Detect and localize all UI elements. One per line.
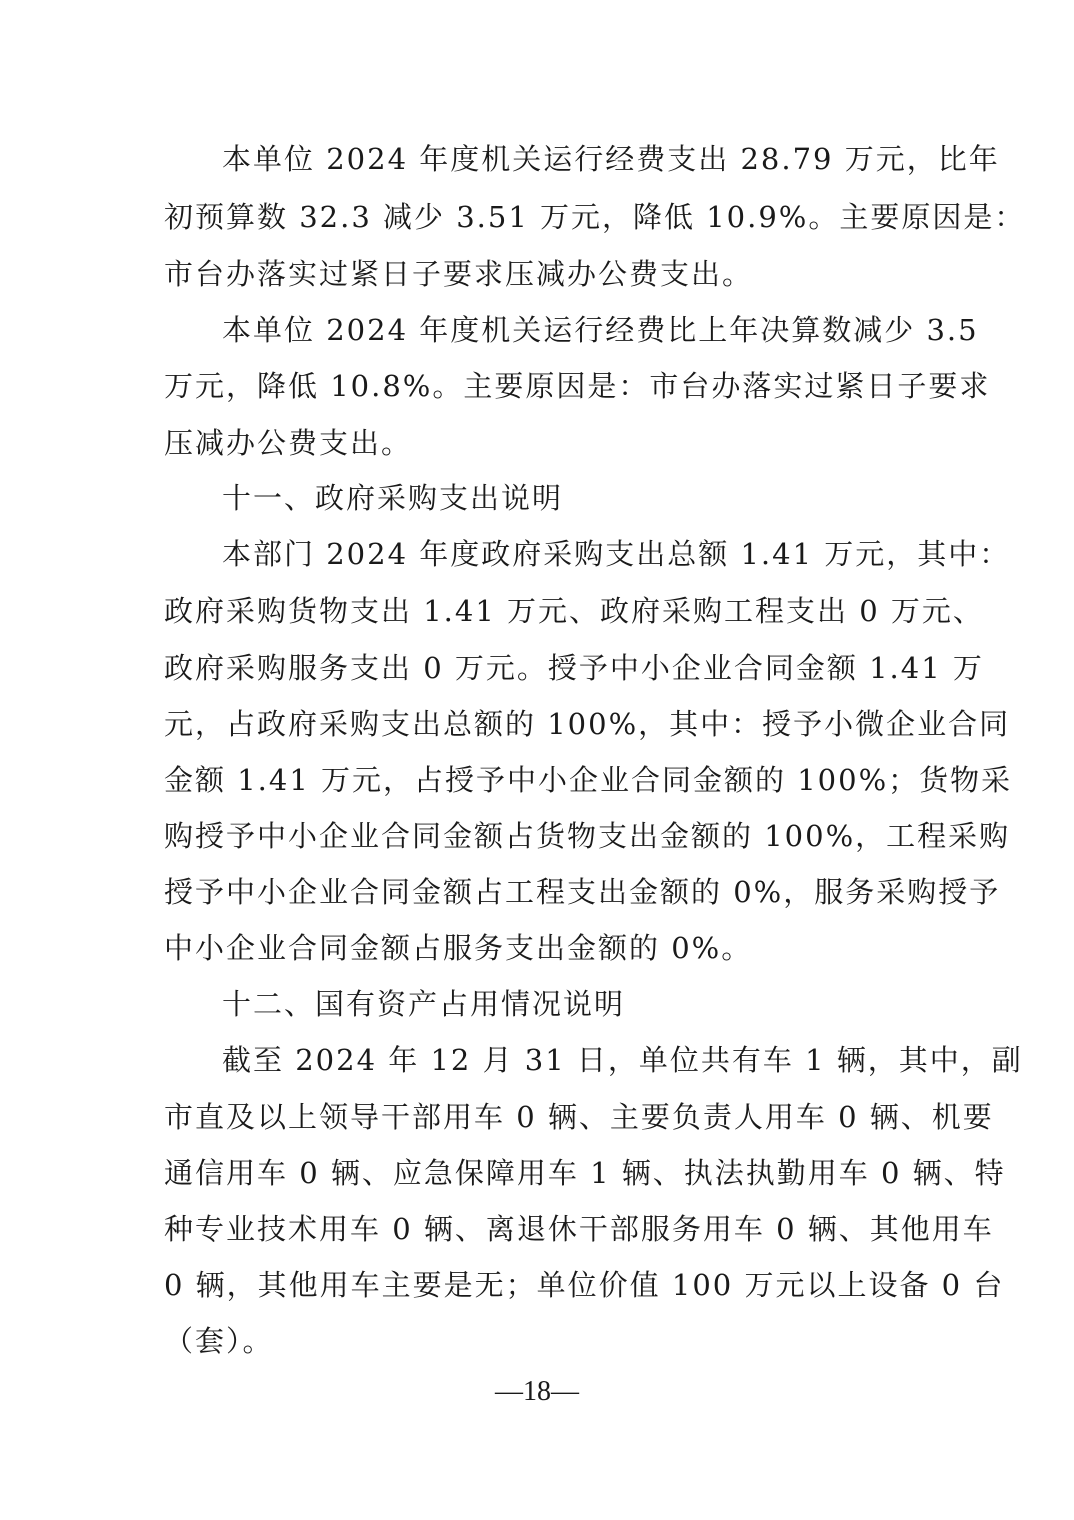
paragraph-4-line-4: 种专业技术用车 0 辆、离退休干部服务用车 0 辆、其他用车 (164, 1212, 994, 1246)
paragraph-2-line-2: 万元，降低 10.8%。主要原因是：市台办落实过紧日子要求 (164, 369, 991, 403)
paragraph-4-line-5: 0 辆，其他用车主要是无；单位价值 100 万元以上设备 0 台 (164, 1268, 1005, 1302)
section-heading-state-assets: 十二、国有资产占用情况说明 (222, 987, 626, 1021)
paragraph-3-line-8: 中小企业合同金额占服务支出金额的 0%。 (164, 931, 753, 965)
paragraph-2-line-3: 压减办公费支出。 (164, 426, 413, 460)
paragraph-4-line-1: 截至 2024 年 12 月 31 日，单位共有车 1 辆，其中，副 (222, 1043, 1023, 1077)
paragraph-3-line-4: 元，占政府采购支出总额的 100%，其中：授予小微企业合同 (164, 707, 1011, 741)
paragraph-3-line-3: 政府采购服务支出 0 万元。授予中小企业合同金额 1.41 万 (164, 651, 984, 685)
paragraph-4-line-6: （套）。 (164, 1324, 274, 1358)
section-heading-procurement: 十一、政府采购支出说明 (222, 481, 564, 515)
paragraph-3-line-7: 授予中小企业合同金额占工程支出金额的 0%，服务采购授予 (164, 875, 1001, 909)
page-number: —18— (495, 1376, 579, 1407)
paragraph-3-line-2: 政府采购货物支出 1.41 万元、政府采购工程支出 0 万元、 (164, 594, 984, 628)
paragraph-3-line-6: 购授予中小企业合同金额占货物支出金额的 100%，工程采购 (164, 819, 1011, 853)
paragraph-2-line-1: 本单位 2024 年度机关运行经费比上年决算数减少 3.5 (222, 313, 979, 347)
paragraph-3-line-5: 金额 1.41 万元，占授予中小企业合同金额的 100%；货物采 (164, 763, 1013, 797)
paragraph-4-line-2: 市直及以上领导干部用车 0 辆、主要负责人用车 0 辆、机要 (164, 1100, 994, 1134)
paragraph-1-line-1: 本单位 2024 年度机关运行经费支出 28.79 万元，比年 (222, 142, 1000, 176)
paragraph-1-line-3: 市台办落实过紧日子要求压减办公费支出。 (164, 257, 754, 291)
paragraph-4-line-3: 通信用车 0 辆、应急保障用车 1 辆、执法执勤用车 0 辆、特 (164, 1156, 1006, 1190)
paragraph-3-line-1: 本部门 2024 年度政府采购支出总额 1.41 万元，其中： (222, 537, 1011, 571)
paragraph-1-line-2: 初预算数 32.3 减少 3.51 万元，降低 10.9%。主要原因是： (164, 200, 1026, 234)
